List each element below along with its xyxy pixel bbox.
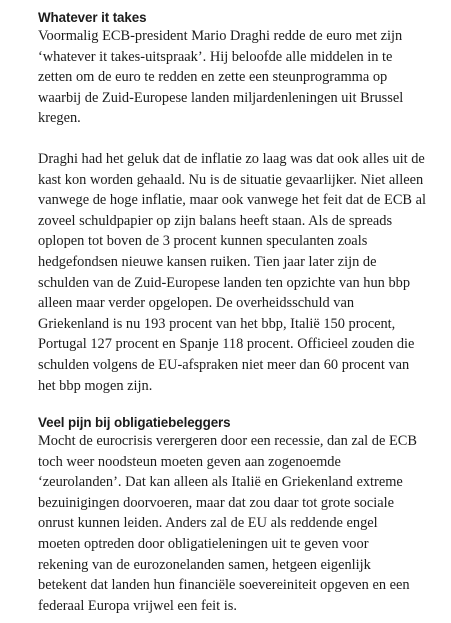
text-line: Griekenland is nu 193 procent van het bbp, Italië 150 procent, [38, 315, 396, 332]
text-line: kregen. [38, 110, 81, 127]
text-line: vanwege de hoge inflatie, maar ook vanwege het feit dat de ECB al [38, 192, 426, 209]
paragraph [38, 431, 446, 616]
text-line: moeten optreden door obligatieleningen uit te geven voor [38, 536, 369, 553]
text-line: Portugal 127 procent en Spanje 118 procent. Officieel zouden die [38, 336, 415, 353]
text-line: onrust kunnen leiden. Anders zal de EU als reddende engel [38, 515, 378, 532]
text-line: ‘whatever it takes-uitspraak’. Hij beloofde alle middelen in te [38, 48, 393, 65]
text-line: bezuinigingen doorvoeren, maar dat zou daar tot grote sociale [38, 494, 395, 511]
text-line: schulden volgens de EU-afspraken niet meer dan 60 procent van [38, 356, 410, 373]
text-line: hedgefondsen nieuwe kansen ruiken. Tien jaar later zijn de [38, 253, 377, 270]
text-line: schulden van de Zuid-Europese landen ten opzichte van hun bbp [38, 274, 411, 291]
text-line: zoveel schuldpapier op zijn balans heeft staan. Als de spreads [38, 212, 393, 229]
text-line: alleen maar verder opgelopen. De overheidsschuld van [38, 295, 355, 312]
text-line: toch weer noodsteun moeten geven aan zogenoemde [38, 453, 341, 470]
article [38, 9, 446, 616]
text-line: federaal Europa vrijwel een feit is. [38, 597, 237, 614]
text-line: Voormalig ECB-president Mario Draghi redde de euro met zijn [38, 28, 403, 44]
section-heading: Veel pijn bij obligatiebeleggers [38, 415, 231, 431]
text-line: zetten om de euro te redden en zette een steunprogramma op [38, 69, 388, 86]
text-line: waarbij de Zuid-Europese landen miljardenleningen uit Brussel [38, 89, 404, 106]
text-line: Mocht de eurocrisis verergeren door een recessie, dan zal de ECB [38, 433, 417, 450]
paragraph [38, 149, 446, 396]
text-line: het bbp mogen zijn. [38, 377, 153, 394]
text-line: kast kon worden gehaald. Nu is de situatie gevaarlijker. Niet alleen [38, 171, 424, 188]
text-line: oplopen tot boven de 3 procent kunnen speculanten zoals [38, 233, 368, 250]
text-line: betekent dat landen hun financiële soevereiniteit opgeven en een [38, 577, 410, 594]
section-spacer [38, 396, 446, 414]
section-heading: Whatever it takes [38, 10, 147, 25]
text-line: Draghi had het geluk dat de inflatie zo laag was dat ook alles uit de [38, 150, 425, 167]
paragraph [38, 26, 446, 129]
text-line: rekening van de eurozonelanden samen, hetgeen eigenlijk [38, 556, 371, 573]
text-line: ‘zeurolanden’. Dat kan alleen als Italië en Griekenland extreme [38, 474, 403, 491]
paragraph-spacer [38, 129, 446, 149]
